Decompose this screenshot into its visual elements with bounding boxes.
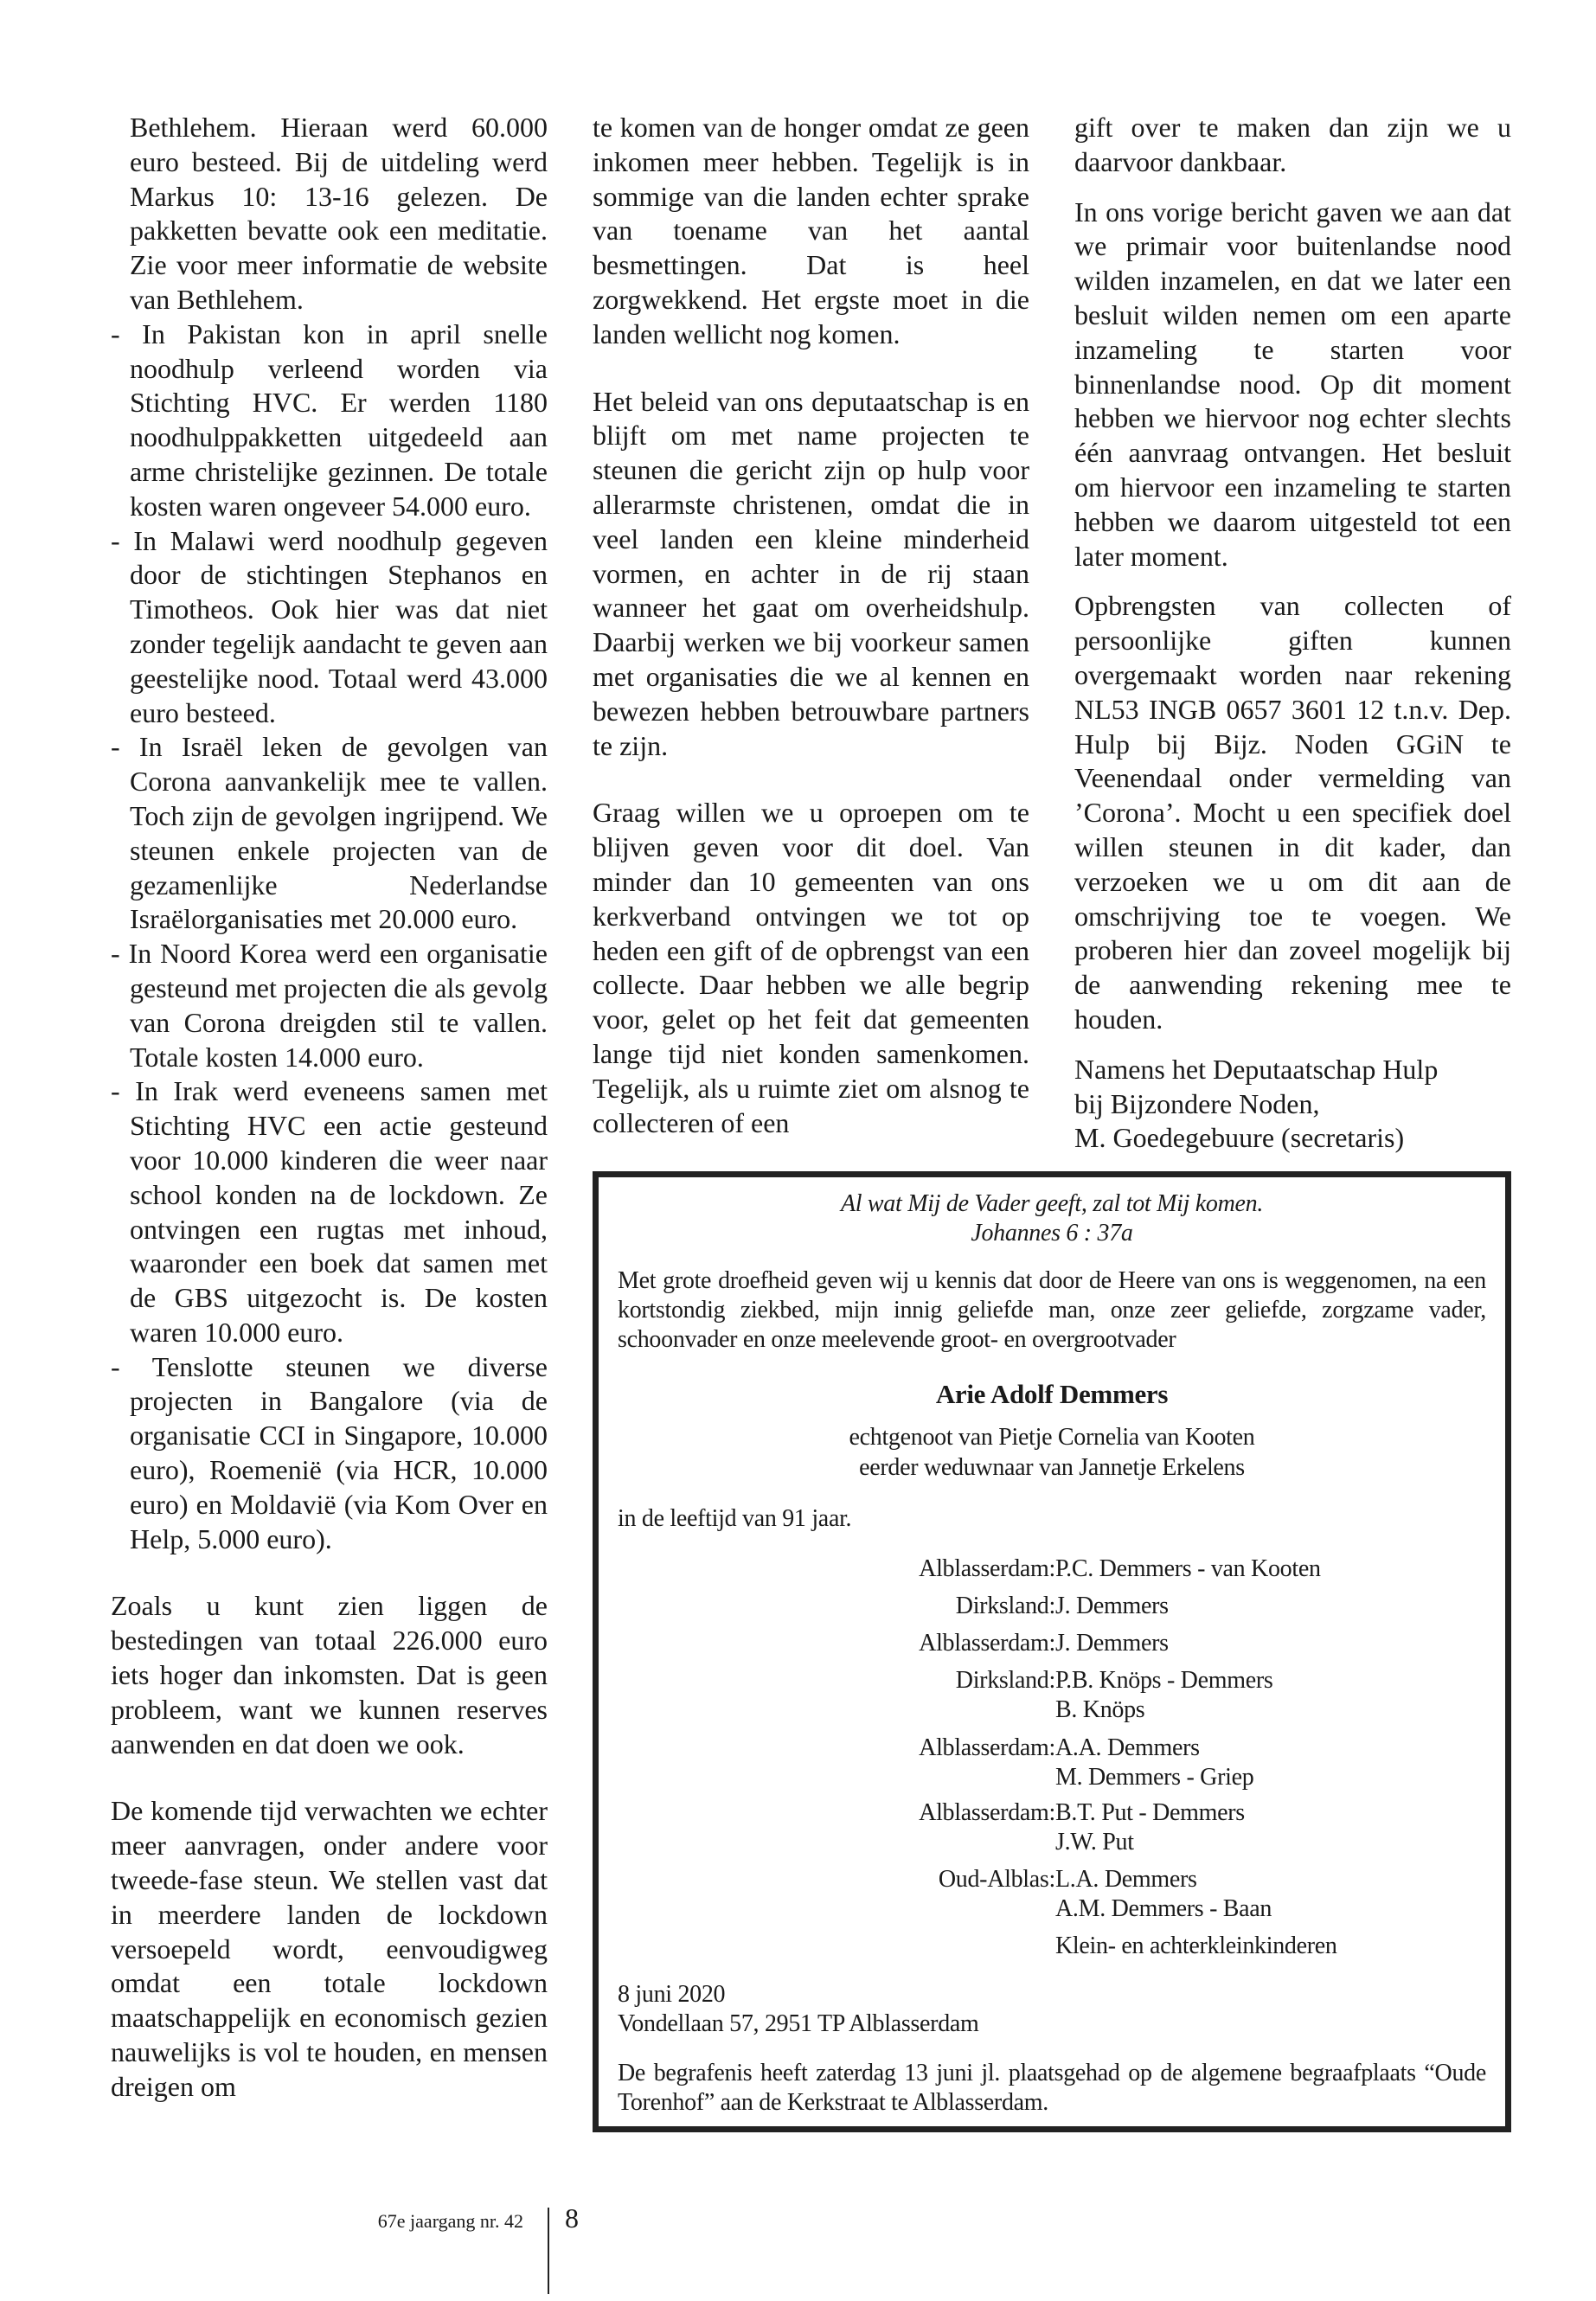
obituary-notice	[593, 1171, 1511, 2132]
family-member: L.A. Demmers	[1055, 1866, 1197, 1893]
family-member: B. Knöps	[1055, 1696, 1145, 1723]
signature	[1074, 1053, 1511, 1156]
age-line: in de leeftijd van 91 jaar.	[618, 1505, 852, 1532]
family-member: J.W. Put	[1055, 1829, 1134, 1856]
column-1	[111, 111, 548, 2105]
paragraph: gift over te maken dan zijn we u daarvoor dankbaar.	[1074, 112, 1511, 177]
family-place: Dirksland:	[955, 1667, 1055, 1694]
column-2	[593, 111, 1029, 1140]
list-item: - In Irak werd eveneens samen met Stichting HVC een actie gesteund voor 10.000 kinderen die weer naar school konden na de lockdown. Ze ontvingen een rugtas met inhoud, waaronder een boek dat samen met de GBS uitgezocht is. De kosten waren 10.000 euro.	[111, 1075, 548, 1348]
obituary-intro: Met grote droefheid geven wij u kennis dat door de Heere van ons is weggenomen, na een kortstondig ziekbed, mijn innig geliefde man, onze zeer geliefde, zorgzame vader, schoonvader en onze meelevende groot- en overgrootvader	[618, 1267, 1486, 1353]
family-member: P.C. Demmers - van Kooten	[1055, 1555, 1321, 1582]
page-number: 8	[565, 2202, 579, 2234]
list-item: - In Malawi werd noodhulp gegeven door de stichtingen Stephanos en Timotheos. Ook hier was dat niet zonder tegelijk aandacht te geven aan geestelijke nood. Totaal werd 43.000 euro besteed.	[111, 524, 548, 728]
bible-quote: Al wat Mij de Vader geeft, zal tot Mij komen.	[840, 1190, 1264, 1217]
family-place: Dirksland:	[955, 1593, 1055, 1619]
family-place: Alblasserdam:	[919, 1555, 1055, 1582]
date: 8 juni 2020	[618, 1981, 726, 2008]
bible-reference: Johannes 6 : 37a	[971, 1220, 1133, 1247]
footer-divider	[548, 2208, 549, 2294]
former-spouse-line: eerder weduwnaar van Jannetje Erkelens	[859, 1454, 1245, 1481]
list-item-continuation: Bethlehem. Hieraan werd 60.000 euro besteed. Bij de uitdeling werd Markus 10: 13-16 gelezen. De pakketten bevatte ook een meditatie. Zie voor meer informatie de website van Bethlehem.	[130, 112, 548, 315]
spouse-line: echtgenoot van Pietje Cornelia van Kooten	[849, 1424, 1255, 1451]
family-member: A.M. Demmers - Baan	[1055, 1895, 1272, 1922]
signature-line: Namens het Deputaatschap Hulp	[1074, 1053, 1439, 1085]
issue-info: 67e jaargang nr. 42	[377, 2210, 523, 2232]
paragraph: Het beleid van ons deputaatschap is en blijft om met name projecten te steunen die gericht zijn op hulp voor allerarmste christenen, omdat die in veel landen een kleine minderheid vormen, en achter in de rij staan wanneer het gaat om overheidshulp. Daarbij werken we bij voorkeur samen met organisaties die we al kennen en bewezen hebben betrouwbare partners te zijn.	[593, 385, 1029, 761]
paragraph: te komen van de honger omdat ze geen inkomen meer hebben. Tegelijk is in sommige van die landen echter sprake van toename van het aantal besmettingen. Dat is heel zorgwekkend. Het ergste moet in die landen wellicht nog komen.	[593, 112, 1029, 349]
signature-line: M. Goedegebuure (secretaris)	[1074, 1122, 1405, 1154]
family-member: J. Demmers	[1055, 1630, 1169, 1657]
family-member: B.T. Put - Demmers	[1055, 1799, 1245, 1826]
address: Vondellaan 57, 2951 TP Alblasserdam	[618, 2010, 979, 2037]
list-item: - In Pakistan kon in april snelle noodhulp verleend worden via Stichting HVC. Er werden 1180 noodhulppakketten uitgedeeld aan arme christelijke gezinnen. De totale kosten waren ongeveer 54.000 euro.	[111, 317, 548, 522]
family-member: A.A. Demmers	[1055, 1734, 1200, 1761]
family-member: M. Demmers - Griep	[1055, 1764, 1254, 1791]
list-item: - Tenslotte steunen we diverse projecten in Bangalore (via de organisatie CCI in Singapore, 10.000 euro), Roemenië (via HCR, 10.000 euro) en Moldavië (via Kom Over en Help, 5.000 euro).	[111, 1350, 548, 1554]
funeral-notice: De begrafenis heeft zaterdag 13 juni jl. plaatsgehad op de algemene begraafplaats “Oude Torenhof” aan de Kerkstraat te Alblasserdam.	[618, 2060, 1486, 2116]
signature-line: bij Bijzondere Noden,	[1074, 1087, 1320, 1119]
family-place: Alblasserdam:	[919, 1734, 1055, 1761]
paragraph: Opbrengsten van collecten of persoonlijke giften kunnen overgemaakt worden naar rekening NL53 INGB 0657 3601 12 t.n.v. Dep. Hulp bij Bijz. Noden GGiN te Veenendaal onder vermelding van ’Corona’. Mocht u een specifiek doel willen steunen in dit kader, dan verzoeken we u om dit aan de omschrijving toe te voegen. We proberen hier dan zoveel mogelijk bij de aanwending rekening mee te houden.	[1074, 590, 1511, 1035]
column-3	[1074, 111, 1511, 1156]
family-place: Alblasserdam:	[919, 1630, 1055, 1657]
deceased-name: Arie Adolf Demmers	[935, 1379, 1169, 1409]
family-place: Alblasserdam:	[919, 1799, 1055, 1826]
family-member: Klein- en achterkleinkinderen	[1055, 1932, 1337, 1959]
paragraph: Zoals u kunt zien liggen de bestedingen van totaal 226.000 euro iets hoger dan inkomsten. Dat is geen probleem, want we kunnen reserves aanwenden en dat doen we ook.	[111, 1590, 548, 1759]
paragraph: In ons vorige bericht gaven we aan dat we primair voor buitenlandse nood wilden inzamelen, en dat we later een besluit wilden nemen om een aparte inzameling te starten voor binnenlandse nood. Op dit moment hebben we hiervoor nog echter slechts één aanvraag ontvangen. Het besluit om hiervoor een inzameling te starten hebben we daarom uitgesteld tot een later moment.	[1074, 195, 1511, 572]
family-member: J. Demmers	[1055, 1593, 1169, 1619]
family-member: P.B. Knöps - Demmers	[1055, 1667, 1273, 1694]
paragraph: De komende tijd verwachten we echter meer aanvragen, onder andere voor tweede-fase steun. We stellen vast dat in meerdere landen de lockdown versoepeld wordt, eenvoudigweg omdat een totale lockdown maatschappelijk en economisch gezien nauwelijks is vol te houden, en mensen dreigen om	[111, 1795, 548, 2102]
list-item: - In Noord Korea werd een organisatie gesteund met projecten die als gevolg van Corona dreigden stil te vallen. Totale kosten 14.000 euro.	[111, 938, 548, 1073]
list-item: - In Israël leken de gevolgen van Corona aanvankelijk mee te vallen. Toch zijn de gevolgen ingrijpend. We steunen enkele projecten van de gezamenlijke Nederlandse Israëlorganisaties met 20.000 euro.	[111, 731, 548, 935]
paragraph: Graag willen we u oproepen om te blijven geven voor dit doel. Van minder dan 10 gemeenten van ons kerkverband ontvingen we tot op heden een gift of de opbrengst van een collecte. Daar hebben we alle begrip voor, gelet op het feit dat gemeenten lange tijd niet konden samenkomen. Tegelijk, als u ruimte ziet om alsnog te collecteren of een	[593, 797, 1029, 1138]
family-place: Oud-Alblas:	[938, 1866, 1055, 1893]
